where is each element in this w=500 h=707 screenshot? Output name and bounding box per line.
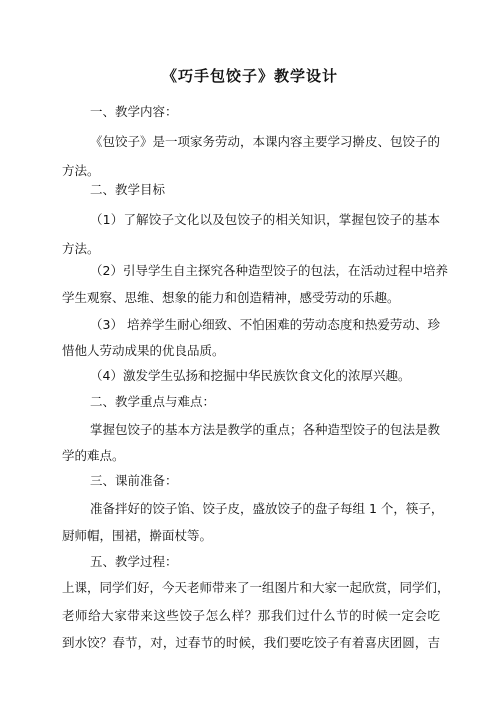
paragraph-line: 厨师帽，围裙，擀面杖等。 bbox=[62, 528, 213, 543]
section-heading-process: 五、教学过程： bbox=[90, 554, 178, 569]
paragraph-line: （2）引导学生自主探究各种造型饺子的包法，在活动过程中培养 bbox=[90, 263, 448, 278]
paragraph-line: 方法。 bbox=[62, 163, 100, 178]
section-heading-preparation: 三、课前准备： bbox=[90, 473, 178, 488]
paragraph-line: 掌握包饺子的基本方法是教学的重点；各种造型饺子的包法是教 bbox=[90, 422, 441, 437]
paragraph-line: （3） 培养学生耐心细致、不怕困难的劳动态度和热爱劳动、珍 bbox=[90, 317, 440, 332]
paragraph-line: 学生观察、思维、想象的能力和创造精神，感受劳动的乐趣。 bbox=[62, 290, 400, 305]
section-heading-goals: 二、教学目标 bbox=[90, 182, 166, 197]
paragraph-line: （4）激发学生弘扬和挖掘中华民族饮食文化的浓厚兴趣。 bbox=[90, 368, 411, 383]
section-heading-key-points: 二、教学重点与难点： bbox=[90, 394, 216, 409]
paragraph-line: 方法。 bbox=[62, 241, 100, 256]
paragraph-line: 《包饺子》是一项家务劳动，本课内容主要学习擀皮、包饺子的 bbox=[90, 134, 441, 149]
paragraph-line: 上课，同学们好，今天老师带来了一组图片和大家一起欣赏，同学们， bbox=[62, 580, 450, 595]
paragraph-line: 老师给大家带来这些饺子怎么样？那我们过什么节的时候一定会吃 bbox=[62, 608, 440, 623]
document-title: 《巧手包饺子》教学设计 bbox=[161, 67, 338, 85]
paragraph-line: 到水饺？春节，对，过春节的时候，我们要吃饺子有着喜庆团圆，吉 bbox=[62, 635, 440, 650]
paragraph-line: （1）了解饺子文化以及包饺子的相关知识，掌握包饺子的基本 bbox=[90, 212, 440, 227]
paragraph-line: 准备拌好的饺子馅、饺子皮，盛放饺子的盘子每组 1 个，筷子， bbox=[90, 501, 444, 516]
paragraph-line: 学的难点。 bbox=[62, 448, 125, 463]
paragraph-line: 惜他人劳动成果的优良品质。 bbox=[62, 343, 225, 358]
section-heading-content: 一、教学内容： bbox=[90, 104, 178, 119]
